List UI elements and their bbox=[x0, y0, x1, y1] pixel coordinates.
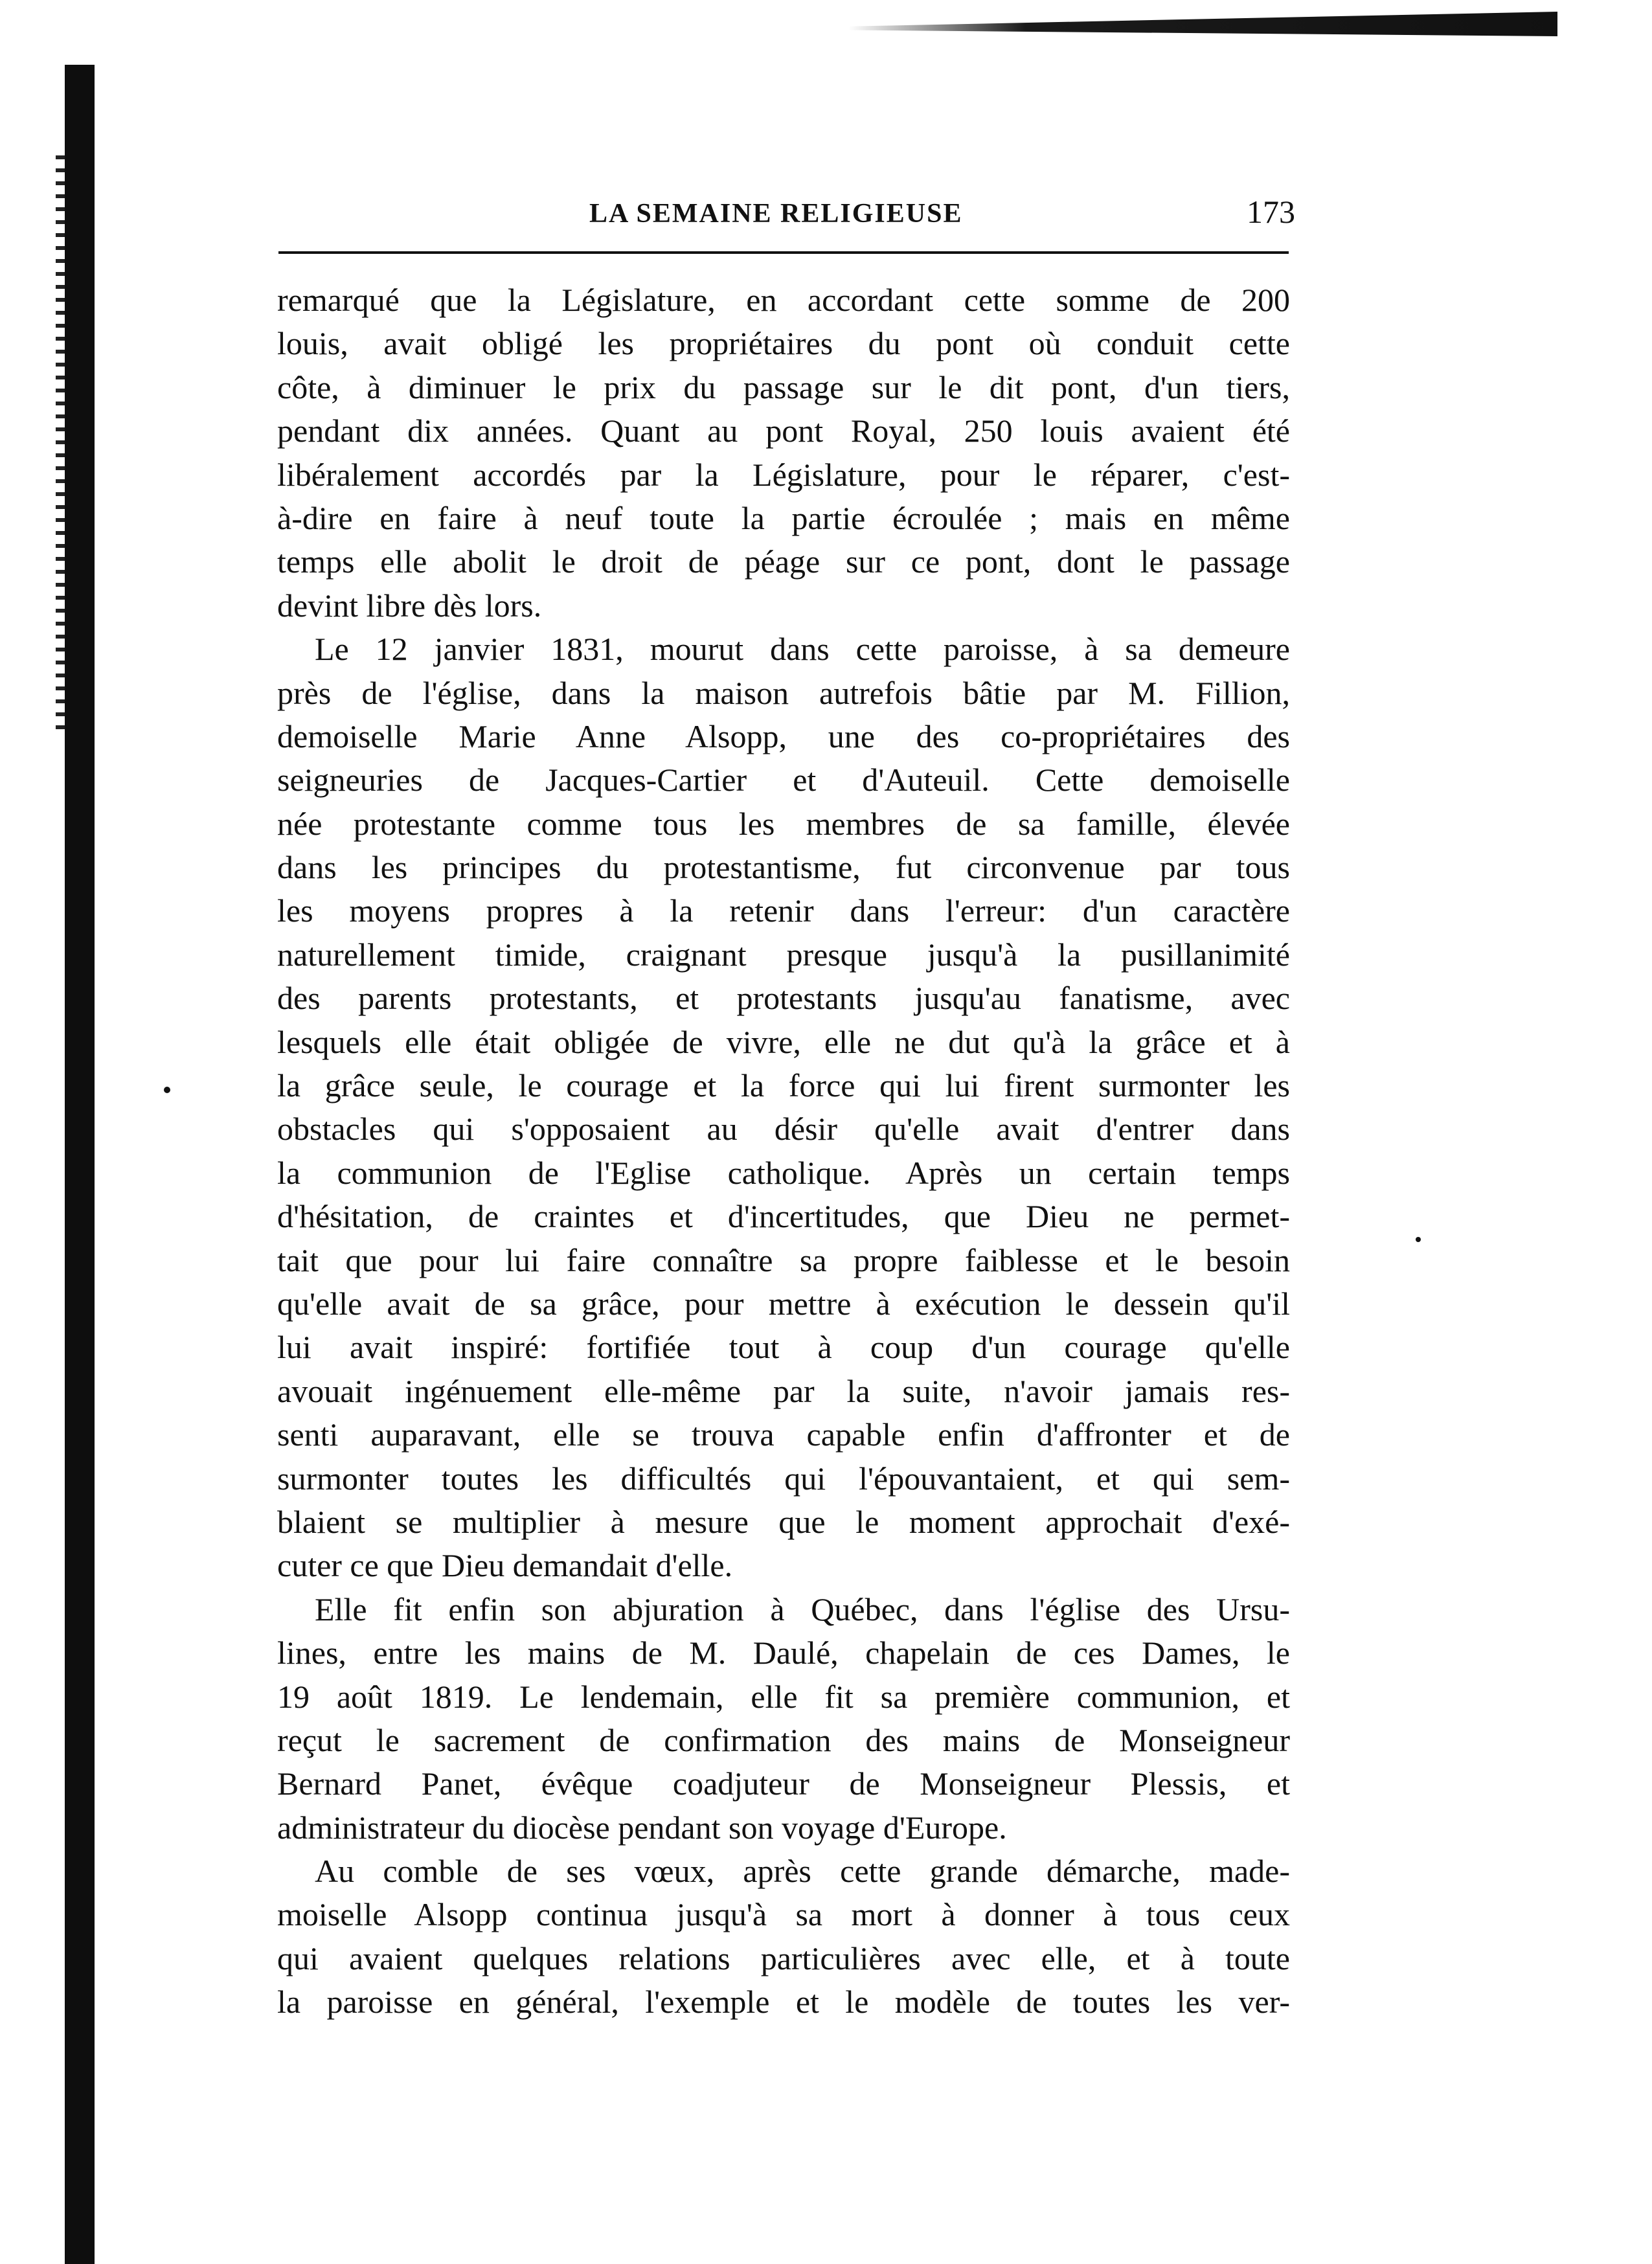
text-line: cuter ce que Dieu demandait d'elle. bbox=[277, 1547, 733, 1584]
text-line: seigneuries de Jacques-Cartier et d'Auteuil. Cette demoiselle bbox=[277, 762, 1290, 798]
text-line: Au comble de ses vœux, après cette grande démarche, made- bbox=[315, 1853, 1290, 1890]
text-line: à-dire en faire à neuf toute la partie écroulée ; mais en même bbox=[277, 499, 1290, 536]
text-line: libéralement accordés par la Législature, pour le réparer, c'est- bbox=[277, 456, 1290, 493]
text-line: blaient se multiplier à mesure que le moment approchait d'exé- bbox=[277, 1503, 1290, 1540]
text-line: reçut le sacrement de confirmation des mains de Monseigneur bbox=[277, 1721, 1290, 1758]
text-line: demoiselle Marie Anne Alsopp, une des co-propriétaires des bbox=[277, 718, 1290, 754]
text-line: la grâce seule, le courage et la force qui lui firent surmonter les bbox=[277, 1067, 1290, 1104]
scan-speck bbox=[164, 1087, 170, 1093]
scan-top-edge-mark bbox=[848, 12, 1557, 36]
text-line: avouait ingénuement elle-même par la suite, n'avoir jamais res- bbox=[277, 1372, 1290, 1409]
text-line: Le 12 janvier 1831, mourut dans cette paroisse, à sa demeure bbox=[315, 631, 1290, 668]
text-line: surmonter toutes les difficultés qui l'épouvantaient, et qui sem- bbox=[277, 1460, 1290, 1497]
text-line: devint libre dès lors. bbox=[277, 587, 542, 624]
scan-left-edge-shadow bbox=[65, 65, 95, 2264]
text-line: administrateur du diocèse pendant son voyage d'Europe. bbox=[277, 1809, 1007, 1846]
paragraph bbox=[277, 628, 1290, 1588]
text-line: la communion de l'Eglise catholique. Après un certain temps bbox=[277, 1154, 1290, 1191]
text-line: Bernard Panet, évêque coadjuteur de Monseigneur Plessis, et bbox=[277, 1765, 1290, 1802]
text-line: dans les principes du protestantisme, fut circonvenue par tous bbox=[277, 849, 1290, 886]
paragraph bbox=[277, 1850, 1290, 2024]
text-line: côte, à diminuer le prix du passage sur le dit pont, d'un tiers, bbox=[277, 368, 1290, 405]
text-line: d'hésitation, de craintes et d'incertitudes, que Dieu ne permet- bbox=[277, 1198, 1290, 1235]
text-line: qu'elle avait de sa grâce, pour mettre à exécution le dessein qu'il bbox=[277, 1285, 1290, 1322]
paragraph bbox=[277, 278, 1290, 628]
text-line: tait que pour lui faire connaître sa propre faiblesse et le besoin bbox=[277, 1241, 1290, 1278]
text-line: les moyens propres à la retenir dans l'erreur: d'un caractère bbox=[277, 892, 1290, 929]
text-line: lines, entre les mains de M. Daulé, chapelain de ces Dames, le bbox=[277, 1635, 1290, 1671]
page-number: 173 bbox=[1247, 194, 1295, 230]
text-line: près de l'église, dans la maison autrefois bâtie par M. Fillion, bbox=[277, 674, 1290, 711]
text-line: Elle fit enfin son abjuration à Québec, dans l'église des Ursu- bbox=[315, 1590, 1290, 1627]
text-line: 19 août 1819. Le lendemain, elle fit sa première communion, et bbox=[277, 1678, 1290, 1715]
header-rule bbox=[278, 251, 1289, 254]
text-line: moiselle Alsopp continua jusqu'à sa mort à donner à tous ceux bbox=[277, 1896, 1290, 1933]
text-line: née protestante comme tous les membres de sa famille, élevée bbox=[277, 805, 1290, 842]
text-line: qui avaient quelques relations particulières avec elle, et à toute bbox=[277, 1940, 1290, 1976]
text-line: lesquels elle était obligée de vivre, elle ne dut qu'à la grâce et à bbox=[277, 1023, 1290, 1060]
text-line: temps elle abolit le droit de péage sur ce pont, dont le passage bbox=[277, 543, 1290, 580]
text-line: senti auparavant, elle se trouva capable enfin d'affronter et de bbox=[277, 1416, 1290, 1453]
paragraph bbox=[277, 1588, 1290, 1850]
scan-speck bbox=[1416, 1237, 1421, 1242]
text-line: lui avait inspiré: fortifiée tout à coup d'un courage qu'elle bbox=[277, 1329, 1290, 1366]
text-line: la paroisse en général, l'exemple et le modèle de toutes les ver- bbox=[277, 1984, 1290, 2021]
body-text bbox=[277, 278, 1290, 2024]
text-line: obstacles qui s'opposaient au désir qu'elle avait d'entrer dans bbox=[277, 1111, 1290, 1148]
text-line: pendant dix années. Quant au pont Royal, 250 louis avaient été bbox=[277, 413, 1290, 449]
running-title: LA SEMAINE RELIGIEUSE bbox=[589, 199, 963, 229]
text-line: louis, avait obligé les propriétaires du pont où conduit cette bbox=[277, 325, 1290, 362]
text-line: des parents protestants, et protestants jusqu'au fanatisme, avec bbox=[277, 980, 1290, 1017]
text-line: remarqué que la Législature, en accordant cette somme de 200 bbox=[277, 282, 1290, 318]
page-header bbox=[278, 189, 1295, 234]
text-line: naturellement timide, craignant presque jusqu'à la pusillanimité bbox=[277, 936, 1290, 973]
